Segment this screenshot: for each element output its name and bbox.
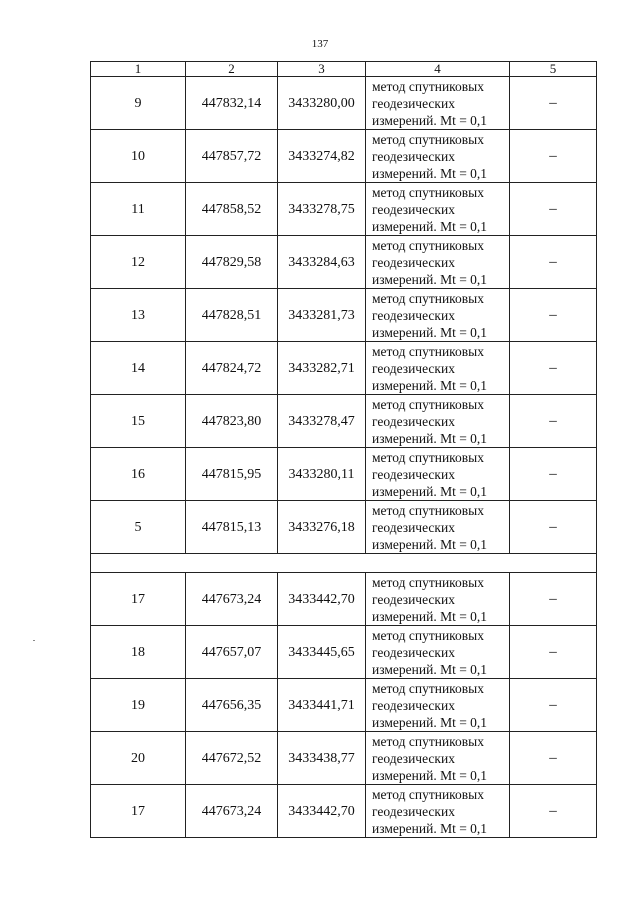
method-line: измерений. Mt = 0,1 xyxy=(372,165,488,181)
method-line: геодезических xyxy=(372,148,455,164)
note-cell: – xyxy=(510,183,597,236)
point-number-cell: 9 xyxy=(91,77,186,130)
header-cell-4: 4 xyxy=(366,62,510,77)
method-cell xyxy=(366,732,510,785)
method-line: геодезических xyxy=(372,697,455,713)
method-cell xyxy=(366,342,510,395)
y-coordinate-cell: 3433442,70 xyxy=(278,573,366,626)
method-line: метод спутниковых xyxy=(372,131,484,147)
x-coordinate-cell: 447673,24 xyxy=(186,785,278,838)
method-line: геодезических xyxy=(372,803,455,819)
table-row xyxy=(91,183,597,236)
scan-mark xyxy=(33,640,35,641)
method-line: метод спутниковых xyxy=(372,680,484,696)
y-coordinate-cell: 3433282,71 xyxy=(278,342,366,395)
method-cell xyxy=(366,130,510,183)
table-row xyxy=(91,395,597,448)
table-row xyxy=(91,573,597,626)
y-coordinate-cell: 3433274,82 xyxy=(278,130,366,183)
method-cell xyxy=(366,501,510,554)
header-cell-5: 5 xyxy=(510,62,597,77)
method-cell xyxy=(366,236,510,289)
method-line: измерений. Mt = 0,1 xyxy=(372,218,488,234)
method-line: геодезических xyxy=(372,466,455,482)
table-row xyxy=(91,732,597,785)
y-coordinate-cell: 3433438,77 xyxy=(278,732,366,785)
method-line: измерений. Mt = 0,1 xyxy=(372,324,488,340)
method-line: геодезических xyxy=(372,644,455,660)
x-coordinate-cell: 447824,72 xyxy=(186,342,278,395)
method-line: геодезических xyxy=(372,95,455,111)
point-number-cell: 17 xyxy=(91,785,186,838)
method-line: геодезических xyxy=(372,750,455,766)
method-line: метод спутниковых xyxy=(372,627,484,643)
note-cell: – xyxy=(510,501,597,554)
table-row xyxy=(91,77,597,130)
table-row xyxy=(91,289,597,342)
y-coordinate-cell: 3433281,73 xyxy=(278,289,366,342)
section-separator-row xyxy=(91,554,597,573)
table-header-row xyxy=(91,62,597,77)
x-coordinate-cell: 447828,51 xyxy=(186,289,278,342)
method-line: измерений. Mt = 0,1 xyxy=(372,714,488,730)
table-row xyxy=(91,448,597,501)
method-line: геодезических xyxy=(372,413,455,429)
x-coordinate-cell: 447815,95 xyxy=(186,448,278,501)
table-row xyxy=(91,679,597,732)
method-cell xyxy=(366,183,510,236)
table-row xyxy=(91,626,597,679)
method-line: измерений. Mt = 0,1 xyxy=(372,661,488,677)
y-coordinate-cell: 3433276,18 xyxy=(278,501,366,554)
y-coordinate-cell: 3433278,75 xyxy=(278,183,366,236)
x-coordinate-cell: 447657,07 xyxy=(186,626,278,679)
note-cell: – xyxy=(510,732,597,785)
x-coordinate-cell: 447858,52 xyxy=(186,183,278,236)
table-row xyxy=(91,236,597,289)
method-line: метод спутниковых xyxy=(372,574,484,590)
x-coordinate-cell: 447815,13 xyxy=(186,501,278,554)
method-line: измерений. Mt = 0,1 xyxy=(372,820,488,836)
x-coordinate-cell: 447857,72 xyxy=(186,130,278,183)
header-cell-2: 2 xyxy=(186,62,278,77)
method-line: измерений. Mt = 0,1 xyxy=(372,377,488,393)
method-line: метод спутниковых xyxy=(372,184,484,200)
method-cell xyxy=(366,395,510,448)
method-cell xyxy=(366,77,510,130)
y-coordinate-cell: 3433442,70 xyxy=(278,785,366,838)
page-number: 137 xyxy=(311,38,329,50)
x-coordinate-cell: 447829,58 xyxy=(186,236,278,289)
method-cell xyxy=(366,626,510,679)
point-number-cell: 14 xyxy=(91,342,186,395)
method-cell xyxy=(366,679,510,732)
note-cell: – xyxy=(510,236,597,289)
method-line: метод спутниковых xyxy=(372,786,484,802)
method-line: геодезических xyxy=(372,254,455,270)
point-number-cell: 20 xyxy=(91,732,186,785)
method-line: измерений. Mt = 0,1 xyxy=(372,608,488,624)
method-line: геодезических xyxy=(372,307,455,323)
method-line: измерений. Mt = 0,1 xyxy=(372,271,488,287)
coordinates-table xyxy=(90,61,597,838)
method-line: геодезических xyxy=(372,519,455,535)
x-coordinate-cell: 447656,35 xyxy=(186,679,278,732)
table-body xyxy=(91,77,597,838)
table-row xyxy=(91,342,597,395)
method-line: метод спутниковых xyxy=(372,290,484,306)
method-line: метод спутниковых xyxy=(372,78,484,94)
note-cell: – xyxy=(510,130,597,183)
point-number-cell: 17 xyxy=(91,573,186,626)
y-coordinate-cell: 3433280,00 xyxy=(278,77,366,130)
x-coordinate-cell: 447832,14 xyxy=(186,77,278,130)
method-line: геодезических xyxy=(372,360,455,376)
table-row xyxy=(91,785,597,838)
method-line: измерений. Mt = 0,1 xyxy=(372,767,488,783)
method-cell xyxy=(366,573,510,626)
y-coordinate-cell: 3433280,11 xyxy=(278,448,366,501)
note-cell: – xyxy=(510,626,597,679)
note-cell: – xyxy=(510,289,597,342)
method-line: метод спутниковых xyxy=(372,396,484,412)
point-number-cell: 15 xyxy=(91,395,186,448)
separator-cell xyxy=(91,554,597,573)
note-cell: – xyxy=(510,342,597,395)
point-number-cell: 16 xyxy=(91,448,186,501)
table-row xyxy=(91,130,597,183)
x-coordinate-cell: 447673,24 xyxy=(186,573,278,626)
point-number-cell: 10 xyxy=(91,130,186,183)
point-number-cell: 18 xyxy=(91,626,186,679)
y-coordinate-cell: 3433441,71 xyxy=(278,679,366,732)
method-line: измерений. Mt = 0,1 xyxy=(372,536,488,552)
method-line: метод спутниковых xyxy=(372,343,484,359)
method-line: метод спутниковых xyxy=(372,449,484,465)
method-line: измерений. Mt = 0,1 xyxy=(372,430,488,446)
note-cell: – xyxy=(510,573,597,626)
point-number-cell: 12 xyxy=(91,236,186,289)
y-coordinate-cell: 3433278,47 xyxy=(278,395,366,448)
note-cell: – xyxy=(510,448,597,501)
method-cell xyxy=(366,448,510,501)
method-line: геодезических xyxy=(372,591,455,607)
note-cell: – xyxy=(510,785,597,838)
point-number-cell: 13 xyxy=(91,289,186,342)
point-number-cell: 19 xyxy=(91,679,186,732)
note-cell: – xyxy=(510,395,597,448)
method-line: измерений. Mt = 0,1 xyxy=(372,112,488,128)
header-cell-1: 1 xyxy=(91,62,186,77)
x-coordinate-cell: 447672,52 xyxy=(186,732,278,785)
method-cell xyxy=(366,289,510,342)
method-line: метод спутниковых xyxy=(372,502,484,518)
method-line: измерений. Mt = 0,1 xyxy=(372,483,488,499)
method-line: метод спутниковых xyxy=(372,237,484,253)
y-coordinate-cell: 3433284,63 xyxy=(278,236,366,289)
header-cell-3: 3 xyxy=(278,62,366,77)
note-cell: – xyxy=(510,679,597,732)
table-row xyxy=(91,501,597,554)
note-cell: – xyxy=(510,77,597,130)
method-line: метод спутниковых xyxy=(372,733,484,749)
point-number-cell: 11 xyxy=(91,183,186,236)
x-coordinate-cell: 447823,80 xyxy=(186,395,278,448)
method-cell xyxy=(366,785,510,838)
y-coordinate-cell: 3433445,65 xyxy=(278,626,366,679)
method-line: геодезических xyxy=(372,201,455,217)
point-number-cell: 5 xyxy=(91,501,186,554)
